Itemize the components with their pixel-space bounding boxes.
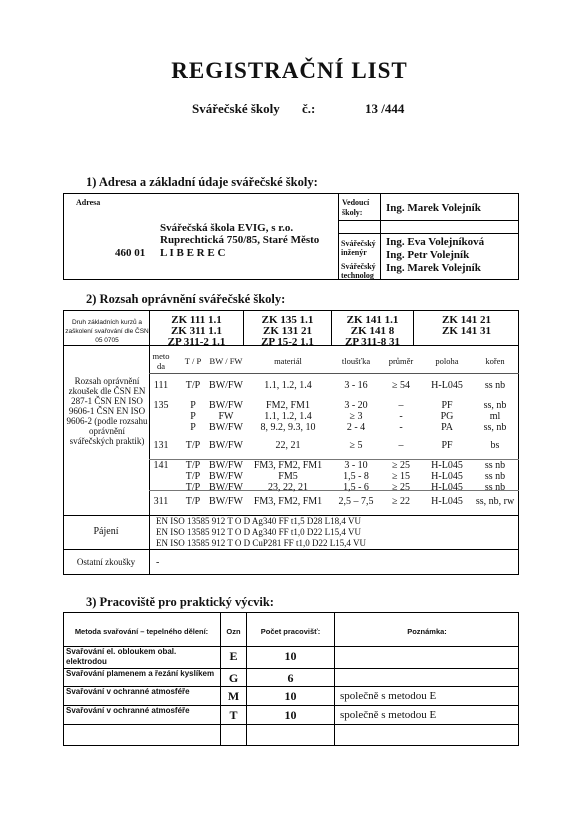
scope-cell-mat: FM5 (278, 471, 298, 482)
scope-cell-pos: H-L045 (431, 460, 463, 471)
head-label: Vedoucí školy: (342, 198, 370, 217)
scope-cell-root: bs (490, 440, 500, 451)
scope-cell-tp: T/P (185, 471, 201, 482)
scope-cell-bw: BW/FW (209, 496, 243, 507)
section2-heading: 2) Rozsah oprávnění svářečské školy: (86, 292, 286, 306)
workplace-cell-method: Svařování v ochranné atmosféře (66, 706, 190, 715)
technologist-value: Ing. Marek Volejník (386, 262, 481, 274)
courses-label: Druh základních kurzů a zaškolení svařování dle ČSN 05 0705 (65, 319, 149, 344)
scope-cell-mat: FM3, FM2, FM1 (253, 496, 323, 507)
subtitle-no-label: č.: (302, 101, 316, 116)
scope-cell-bw: BW/FW (209, 380, 243, 391)
brazing-line-2: EN ISO 13585 912 T O D Ag340 FF t1,0 D22 L15,4 VU (156, 527, 362, 537)
page-title: REGISTRAČNÍ LIST (171, 58, 408, 83)
course-group-2-a: ZK 135 1.1 (261, 314, 314, 326)
other-tests-value: - (156, 557, 160, 568)
scope-cell-t: 1,5 - 8 (343, 471, 369, 482)
scope-cell-bw: BW/FW (209, 440, 243, 451)
scope-cell-bw: FW (218, 411, 234, 422)
scope-cell-d: ≥ 25 (392, 460, 410, 471)
school-zip: 460 01 (115, 247, 146, 259)
section3-heading: 3) Pracoviště pro praktický výcvik: (86, 595, 274, 609)
col-diameter: průměr (388, 356, 414, 366)
scope-cell-m: 141 (153, 460, 169, 471)
scope-label: Rozsah oprávnění zkoušek dle ČSN EN 287-1 ČSN EN ISO 9606-1 ČSN EN ISO 9606-2 (podle rozsahu oprávnění svářečských praktik) (66, 376, 148, 446)
scope-cell-root: ss nb (484, 380, 506, 391)
scope-cell-pos: PA (441, 422, 453, 433)
subtitle-label: Svářečské školy (192, 101, 280, 116)
course-group-3-c: ZP 311-8 31 (344, 336, 400, 348)
scope-cell-tp: T/P (185, 482, 201, 493)
scope-cell-tp: P (190, 400, 196, 411)
course-group-3-b: ZK 141 8 (350, 325, 395, 337)
school-name: Svářečská škola EVIG, s r.o. (160, 222, 294, 234)
col-method: meto da (152, 351, 170, 371)
course-group-2-c: ZP 15-2 1.1 (261, 336, 314, 348)
col-thickness: tloušťka (341, 356, 371, 366)
workplace-cell-method: Svařování el. obloukem obal. elektrodou (66, 647, 177, 666)
engineer-value-2: Ing. Petr Volejník (386, 249, 470, 261)
scope-cell-tp: T/P (185, 496, 201, 507)
scope-cell-root: ml (489, 411, 501, 422)
head-value: Ing. Marek Volejník (386, 202, 481, 214)
school-city: L I B E R E C (160, 247, 226, 259)
scope-cell-t: 3 - 20 (344, 400, 368, 411)
col-material: materiál (274, 356, 302, 366)
technologist-label: Svářečský technolog (341, 262, 376, 280)
scope-cell-pos: H-L045 (431, 471, 463, 482)
scope-cell-mat: FM2, FM1 (266, 400, 310, 411)
section1-heading: 1) Adresa a základní údaje svářečské školy: (86, 175, 318, 189)
workplace-cell-note: společně s metodou E (340, 709, 437, 721)
scope-cell-d: – (398, 440, 404, 451)
course-group-1-b: ZK 311 1.1 (170, 325, 223, 337)
scope-cell-bw: BW/FW (209, 471, 243, 482)
brazing-label: Pájení (93, 526, 119, 537)
scope-cell-m: 135 (153, 400, 169, 411)
scope-cell-pos: PG (440, 411, 454, 422)
workplace-cell-count: 10 (284, 708, 297, 722)
scope-cell-d: ≥ 54 (392, 380, 410, 391)
col-root: kořen (485, 356, 505, 366)
course-group-3-a: ZK 141 1.1 (346, 314, 399, 326)
scope-cell-mat: 1.1, 1.2, 1.4 (264, 411, 312, 422)
workplace-cell-method: Svařování plamenem a řezání kyslíkem (66, 669, 215, 678)
scope-cell-tp: T/P (185, 380, 201, 391)
workplace-cell-code: M (227, 689, 240, 703)
scope-cell-bw: BW/FW (209, 400, 243, 411)
scope-cell-t: 3 - 16 (344, 380, 368, 391)
engineer-label: Svářečský inženýr (341, 239, 376, 257)
scope-cell-pos: H-L045 (431, 496, 463, 507)
address-label: Adresa (76, 198, 101, 207)
registration-number: 13 /444 (365, 101, 405, 116)
other-tests-label: Ostatní zkoušky (76, 557, 136, 567)
scope-cell-pos: H-L045 (431, 380, 463, 391)
scope-cell-root: ss, nb (483, 422, 507, 433)
workplace-cell-code: G (228, 671, 239, 685)
scope-cell-pos: PF (441, 440, 453, 451)
workplace-cell-count: 10 (284, 649, 297, 663)
scope-cell-d: ≥ 25 (392, 482, 410, 493)
scope-cell-tp: P (190, 422, 196, 433)
brazing-line-3: EN ISO 13585 912 T O D CuP281 FF t1,0 D22 L15,4 VU (156, 538, 367, 548)
col-position: poloha (435, 356, 459, 366)
workplace-cell-code: E (229, 649, 238, 663)
scope-cell-bw: BW/FW (209, 460, 243, 471)
col-bw: BW / FW (209, 356, 243, 366)
scope-cell-mat: 1.1, 1.2, 1.4 (264, 380, 312, 391)
workplace-cell-count: 6 (287, 671, 294, 685)
scope-cell-tp: P (190, 411, 196, 422)
course-group-1-c: ZP 311-2 1.1 (167, 336, 226, 348)
course-group-2-b: ZK 131 21 (263, 325, 312, 337)
scope-cell-t: ≥ 5 (349, 440, 363, 451)
scope-cell-bw: BW/FW (209, 482, 243, 493)
brazing-line-1: EN ISO 13585 912 T O D Ag340 FF t1,5 D28 L18,4 VU (156, 516, 362, 526)
scope-cell-t: 2 - 4 (346, 422, 366, 433)
workplace-cell-method: Svařování v ochranné atmosféře (66, 687, 190, 696)
scope-cell-m: 131 (153, 440, 169, 451)
col-workplace-code: Ozn (226, 627, 241, 636)
scope-cell-t: 2,5 – 7,5 (338, 496, 374, 507)
scope-cell-mat: 8, 9.2, 9.3, 10 (260, 422, 316, 433)
scope-cell-pos: H-L045 (431, 482, 463, 493)
scope-cell-mat: 22, 21 (275, 440, 301, 451)
workplace-cell-note: společně s metodou E (340, 690, 437, 702)
scope-cell-d: ≥ 15 (392, 471, 410, 482)
scope-cell-t: ≥ 3 (349, 411, 363, 422)
scope-cell-d: – (398, 400, 404, 411)
scope-cell-d: ≥ 22 (392, 496, 410, 507)
scope-cell-bw: BW/FW (209, 422, 243, 433)
scope-cell-root: ss nb (484, 460, 506, 471)
scope-cell-root: ss, nb, rw (475, 496, 515, 507)
scope-cell-tp: T/P (185, 460, 201, 471)
scope-cell-root: ss nb (484, 482, 506, 493)
scope-cell-d: - (399, 422, 403, 433)
course-group-4-a: ZK 141 21 (442, 314, 491, 326)
school-street: Ruprechtická 750/85, Staré Město (160, 234, 320, 246)
col-workplace-method: Metoda svařování – tepelného dělení: (74, 627, 209, 636)
col-workplace-note: Poznámka: (407, 627, 447, 636)
scope-cell-m: 111 (153, 380, 169, 391)
engineer-value-1: Ing. Eva Volejníková (386, 236, 485, 248)
scope-cell-root: ss nb (484, 471, 506, 482)
scope-cell-t: 3 - 10 (344, 460, 368, 471)
scope-cell-t: 1,5 - 6 (343, 482, 369, 493)
scope-cell-d: - (399, 411, 403, 422)
scope-cell-mat: FM3, FM2, FM1 (253, 460, 323, 471)
workplace-cell-count: 10 (284, 689, 297, 703)
workplace-cell-code: T (229, 708, 238, 722)
scope-cell-m: 311 (153, 496, 169, 507)
scope-cell-root: ss, nb (483, 400, 507, 411)
course-group-4-b: ZK 141 31 (442, 325, 491, 337)
scope-cell-pos: PF (441, 400, 453, 411)
col-tp: T / P (184, 356, 202, 366)
scope-cell-tp: T/P (185, 440, 201, 451)
course-group-1-a: ZK 111 1.1 (171, 314, 222, 326)
col-workplace-count: Počet pracovišť: (260, 627, 321, 636)
scope-cell-mat: 23, 22, 21 (268, 482, 308, 493)
